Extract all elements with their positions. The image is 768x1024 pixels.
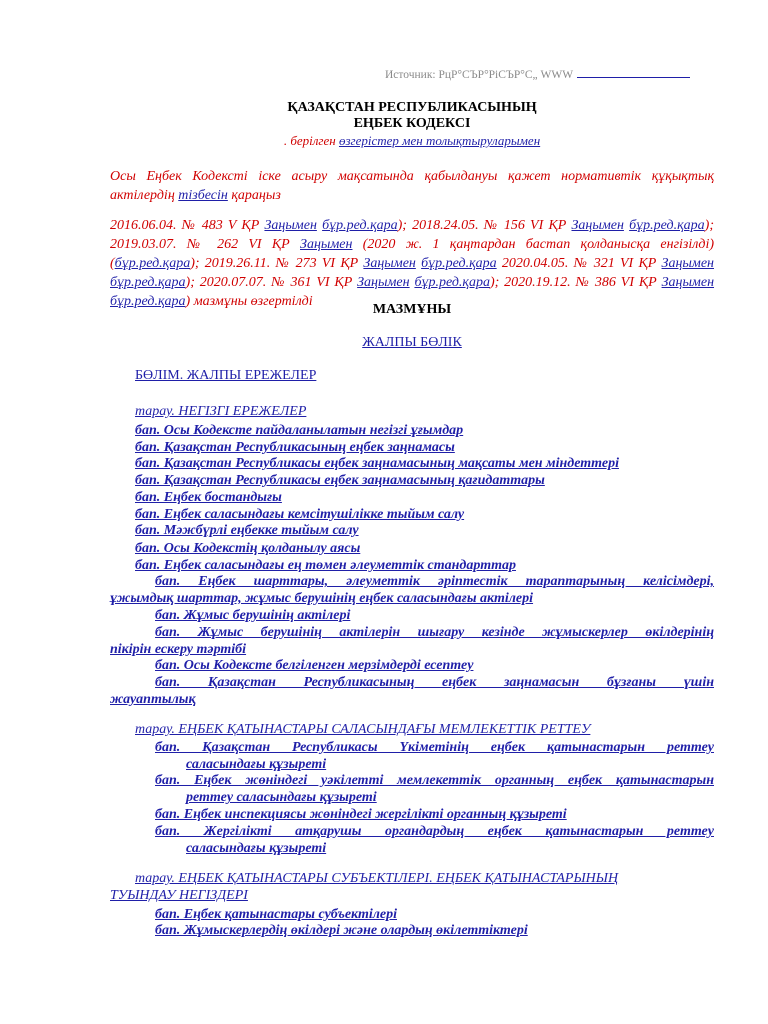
- acts-note-text: Осы Еңбек Кодексті іске асыру мақсатында қабылдануы қажет нормативтік құқықтық актілердің: [110, 169, 714, 203]
- acts-note: [110, 167, 714, 205]
- toc-article[interactable]: бап. Еңбек саласындағы кемсітушілікке тыйым салу: [135, 507, 465, 522]
- acts-list-link[interactable]: тізбесін: [178, 188, 228, 203]
- history-link[interactable]: Заңымен: [264, 218, 317, 233]
- history-link[interactable]: бұр.ред.қара: [629, 218, 705, 233]
- toc-part-general[interactable]: ЖАЛПЫ БӨЛІК: [362, 335, 462, 350]
- history-link[interactable]: Заңымен: [300, 237, 353, 252]
- toc-chapter-3-line2: ТУЫНДАУ НЕГІЗДЕРІ: [110, 888, 248, 903]
- history-link[interactable]: бұр.ред.қара: [322, 218, 398, 233]
- toc-article-line1: бап. Осы Кодексте белгіленген мерзімдерді есептеу: [155, 658, 474, 673]
- history-link[interactable]: бұр.ред.қара: [414, 275, 490, 290]
- toc-article[interactable]: бап. Жұмыскерлердің өкілдері және олардың өкілеттіктері: [155, 923, 528, 938]
- toc-article[interactable]: бап. Еңбек бостандығы: [135, 490, 282, 505]
- history-link[interactable]: бұр.ред.қара: [110, 275, 186, 290]
- history-text: ) мазмұны өзгертілді: [185, 294, 313, 309]
- toc-article-line2: пікірін ескеру тәртібі: [110, 642, 247, 657]
- history-link[interactable]: Заңымен: [661, 275, 715, 290]
- toc-article-line2: реттеу саласындағы құзыреті: [186, 790, 377, 805]
- toc-article[interactable]: [110, 674, 714, 708]
- toc-article[interactable]: [155, 657, 714, 674]
- toc-article-line1: бап. Жұмыс берушінің актілері: [155, 608, 351, 623]
- toc-article-line1: бап. Қазақстан Республикасы Үкіметінің еңбек қатынастарын реттеу: [155, 740, 714, 755]
- toc-title: МАЗМҰНЫ: [372, 302, 452, 317]
- toc-section-1[interactable]: БӨЛІМ. ЖАЛПЫ ЕРЕЖЕЛЕР: [135, 368, 317, 383]
- history-link[interactable]: Заңымен: [661, 256, 714, 271]
- toc-article[interactable]: [155, 739, 714, 773]
- toc-chapter-1[interactable]: тарау. НЕГІЗГІ ЕРЕЖЕЛЕР: [135, 404, 307, 419]
- toc-chapter-3-line1: тарау. ЕҢБЕК ҚАТЫНАСТАРЫ СУБЪЕКТІЛЕРІ. ЕҢБЕК ҚАТЫНАСТАРЫНЫҢ: [135, 871, 619, 886]
- history-text: ); 2018.24.05. № 156 VI ҚР: [397, 218, 572, 233]
- toc-article[interactable]: [155, 806, 714, 823]
- toc-article-line1: бап. Еңбек шарттары, әлеуметтік әріптестік тараптарының келісімдері,: [155, 574, 714, 589]
- history-text: 2016.06.04. № 483 V ҚР: [110, 218, 265, 233]
- history-text: ); 2020.07.07. № 361 VI ҚР: [185, 275, 358, 290]
- history-link[interactable]: Заңымен: [571, 218, 624, 233]
- toc-article[interactable]: бап. Қазақстан Республикасының еңбек заңнамасы: [135, 440, 455, 455]
- document-title-line2: ЕҢБЕК КОДЕКСІ: [353, 116, 471, 131]
- amendments-line: [110, 133, 714, 149]
- toc-article-line2: ұжымдық шарттар, жұмыс берушінің еңбек саласындағы актілері: [110, 591, 534, 606]
- toc-article-line2: саласындағы құзыреті: [186, 841, 327, 856]
- source-link-blank[interactable]: [577, 67, 690, 78]
- history-link[interactable]: бұр.ред.қара: [114, 256, 191, 271]
- source-line: [385, 67, 690, 81]
- history-text: ); 2019.03.07. № 262 VI ҚР: [110, 218, 714, 252]
- history-link[interactable]: Заңымен: [363, 256, 416, 271]
- toc-article-line1: бап. Қазақстан Республикасының еңбек заңнамасын бұзғаны үшін: [155, 675, 714, 690]
- toc-chapter-3[interactable]: [110, 870, 714, 904]
- amendment-history: [110, 216, 714, 311]
- toc-article-line2: саласындағы құзыреті: [186, 757, 327, 772]
- source-label: Источник: РцР°СЪР°РіСЪР°С„ WWW: [385, 69, 574, 81]
- amendments-prefix: . берілген: [283, 133, 339, 148]
- toc-article[interactable]: бап. Қазақстан Республикасы еңбек заңнамасының қағидаттары: [135, 473, 545, 488]
- toc-article-line1: бап. Еңбек инспекциясы жөніндегі жергілікті органның құзыреті: [155, 807, 567, 822]
- history-link[interactable]: бұр.ред.қара: [421, 256, 497, 271]
- toc-article-line1: бап. Жергілікті атқарушы органдардың еңбек қатынастарын реттеу: [155, 824, 714, 839]
- history-text: (2020 ж. 1 қаңтардан бастап қолданысқа енгізілді) (: [110, 237, 715, 271]
- toc-article-line1: бап. Жұмыс берушінің актілерін шығару кезінде жұмыскерлер өкілдерінің: [155, 625, 714, 640]
- acts-note-suffix: қараңыз: [227, 188, 281, 203]
- toc-article[interactable]: [110, 624, 714, 658]
- history-text: 2020.04.05. № 321 VI ҚР: [501, 256, 662, 271]
- toc-article[interactable]: бап. Еңбек саласындағы ең төмен әлеуметтік стандарттар: [135, 558, 516, 573]
- toc-article-line1: бап. Еңбек жөніндегі уәкілетті мемлекеттік органның еңбек қатынастарын: [155, 773, 714, 788]
- history-text: ); 2020.19.12. № 386 VI ҚР: [489, 275, 662, 290]
- toc-article[interactable]: бап. Мәжбүрлі еңбекке тыйым салу: [135, 523, 359, 538]
- toc-article[interactable]: бап. Осы Кодекстің қолданылу аясы: [135, 541, 361, 556]
- toc-article[interactable]: бап. Осы Кодексте пайдаланылатын негізгі ұғымдар: [135, 423, 464, 438]
- toc-article[interactable]: [155, 772, 714, 806]
- history-link[interactable]: бұр.ред.қара: [110, 294, 186, 309]
- toc-article[interactable]: [155, 607, 714, 624]
- amendments-link[interactable]: өзгерістер мен толықтыруларымен: [338, 133, 541, 148]
- toc-article-line2: жауаптылық: [110, 692, 196, 707]
- history-text: ); 2019.26.11. № 273 VI ҚР: [190, 256, 364, 271]
- document-title-line1: ҚАЗАҚСТАН РЕСПУБЛИКАСЫНЫҢ: [287, 100, 537, 115]
- toc-article[interactable]: бап. Қазақстан Республикасы еңбек заңнамасының мақсаты мен міндеттері: [135, 456, 619, 471]
- toc-article[interactable]: бап. Еңбек қатынастары субъектілері: [155, 907, 398, 922]
- toc-article[interactable]: [110, 573, 714, 607]
- toc-chapter-2[interactable]: тарау. ЕҢБЕК ҚАТЫНАСТАРЫ САЛАСЫНДАҒЫ МЕМЛЕКЕТТІК РЕТТЕУ: [135, 722, 591, 737]
- toc-article[interactable]: [155, 823, 714, 857]
- history-link[interactable]: Заңымен: [357, 275, 410, 290]
